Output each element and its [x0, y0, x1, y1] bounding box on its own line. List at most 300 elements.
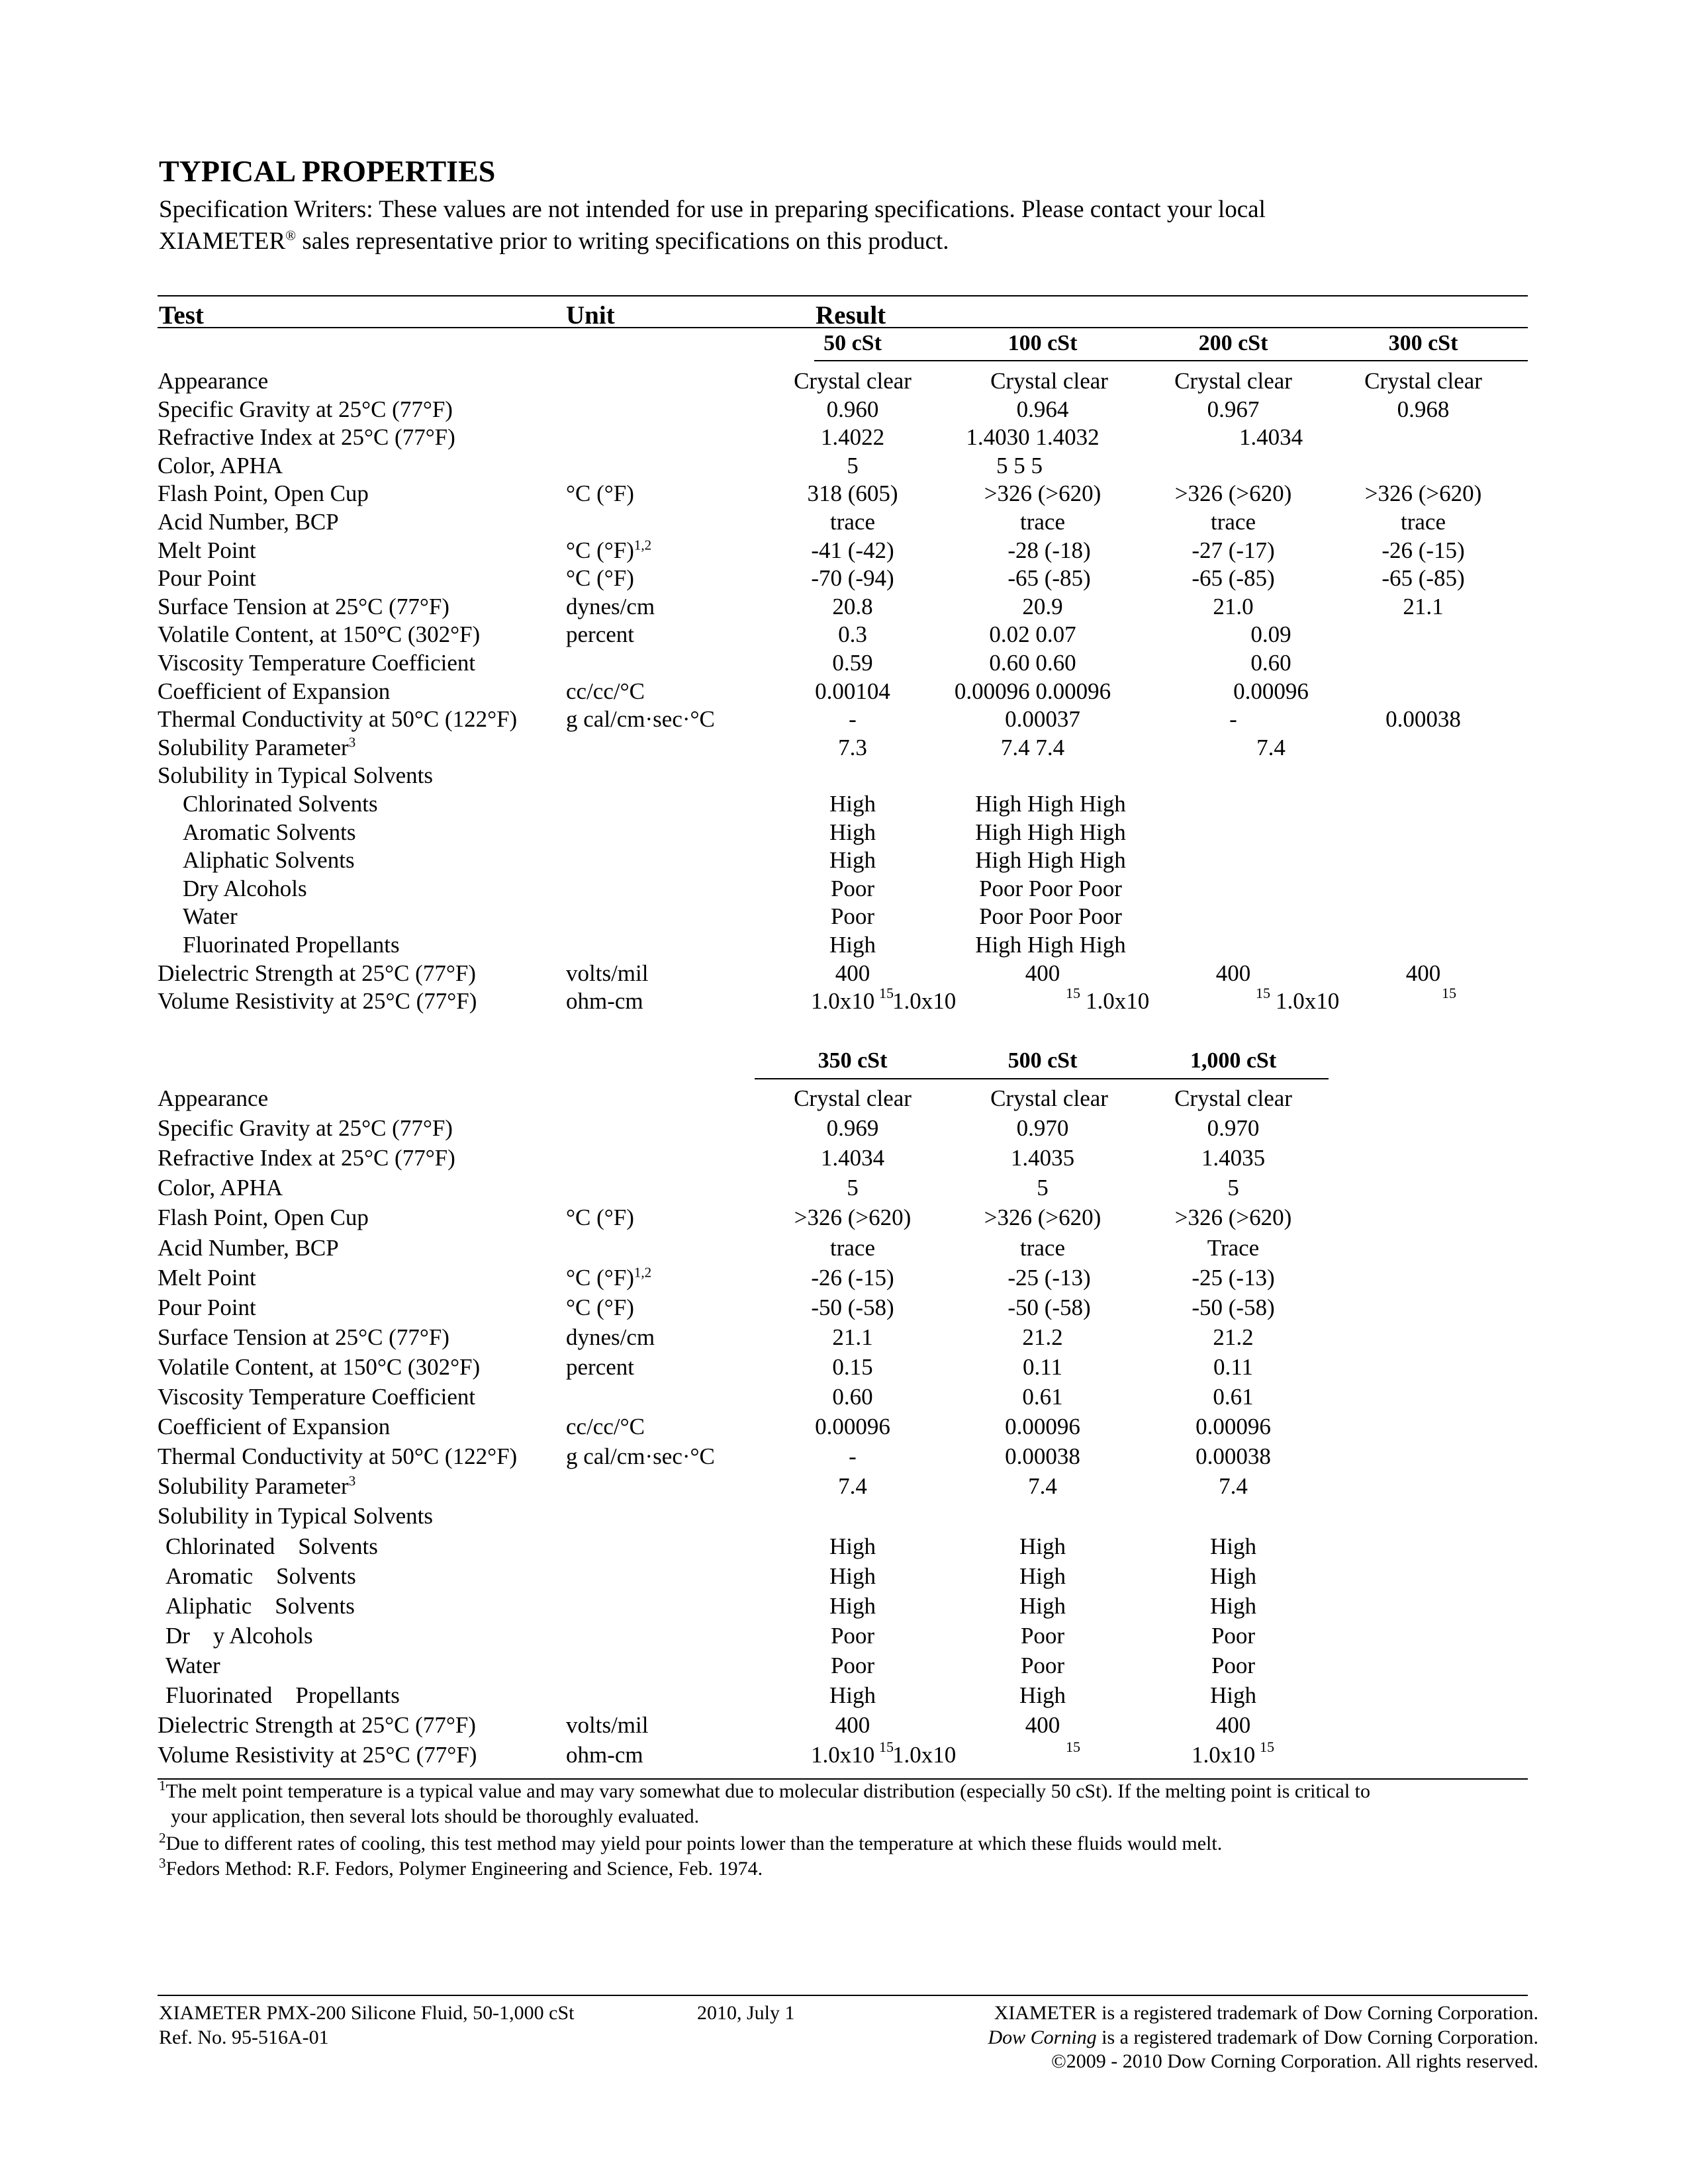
table-row — [0, 1085, 1688, 1112]
row-unit — [566, 537, 651, 564]
row-value: 0.15 — [832, 1353, 873, 1380]
row-unit-text: volts/mil — [566, 960, 649, 986]
row-unit-sup: 1,2 — [633, 536, 652, 553]
row-label-text: Dielectric Strength at 25°C (77°F) — [158, 1712, 476, 1739]
row-value: 1.4022 — [820, 424, 885, 451]
column-header: 200 cSt — [1198, 331, 1268, 355]
row-value: Poor — [1020, 1652, 1065, 1678]
table-row — [0, 735, 1688, 761]
row-value: 400 — [835, 1712, 870, 1739]
row-unit-text: percent — [566, 621, 634, 648]
row-value: High High High — [975, 791, 1126, 817]
resistivity-value: 1.0x10 — [892, 988, 957, 1015]
row-value: High — [829, 791, 876, 817]
footnote-1-marker: 1 — [159, 1778, 166, 1794]
row-value: -70 (-94) — [811, 565, 894, 592]
row-unit: ohm-cm — [566, 988, 643, 1015]
intro-line-1: Specification Writers: These values are not intended for use in preparing specifications. Please contact your local — [159, 196, 1266, 223]
row-value: High High High — [975, 819, 1126, 845]
row-value: 1.4034 — [820, 1145, 885, 1171]
row-label — [165, 1623, 313, 1649]
row-value: Poor — [1211, 1652, 1256, 1678]
row-label — [158, 735, 355, 761]
row-label-text: Refractive Index at 25°C (77°F) — [158, 424, 455, 451]
row-value: High — [1019, 1533, 1066, 1559]
table-row — [0, 650, 1688, 676]
table-row — [0, 847, 1688, 874]
row-value: 0.970 — [1207, 1115, 1260, 1142]
row-value: High — [829, 1682, 876, 1708]
row-value: 7.4 — [1028, 1473, 1057, 1500]
row-value: - — [849, 706, 857, 733]
row-unit-text: g cal/cm·sec·°C — [566, 706, 715, 733]
column-header: 100 cSt — [1008, 331, 1078, 355]
table-row — [0, 1175, 1688, 1201]
row-value: >326 (>620) — [794, 1205, 912, 1231]
exponent-sup: 15 — [1442, 985, 1456, 1002]
row-value: - — [1229, 706, 1237, 733]
row-value: 21.1 — [1403, 593, 1444, 619]
row-label-sup: 3 — [348, 734, 356, 751]
table-row — [0, 537, 1688, 564]
row-label-text: Fluorinated Propellants — [165, 1682, 400, 1708]
row-label-text: Viscosity Temperature Coefficient — [158, 1384, 476, 1410]
row-label — [158, 537, 256, 564]
row-label — [158, 424, 455, 451]
row-unit-text: °C (°F) — [566, 565, 634, 592]
table-row — [0, 1145, 1688, 1171]
column-header: 500 cSt — [1008, 1048, 1078, 1073]
row-label — [158, 621, 480, 648]
table-row — [0, 1324, 1688, 1351]
table-row — [0, 1235, 1688, 1261]
volume-resistivity-row — [0, 985, 1688, 1015]
exponent-sup: 15 — [879, 985, 894, 1002]
row-value: 21.1 — [832, 1324, 873, 1350]
row-value: Crystal clear — [990, 1085, 1108, 1111]
row-unit — [566, 1354, 634, 1381]
row-label — [158, 509, 339, 535]
row-unit-text: cc/cc/°C — [566, 678, 645, 704]
row-value: 0.60 — [832, 1384, 873, 1410]
row-label-text: Surface Tension at 25°C (77°F) — [158, 593, 449, 619]
footnote-2 — [159, 1831, 1222, 1856]
table-row — [0, 368, 1688, 394]
row-label-text: Color, APHA — [158, 1175, 283, 1201]
row-value: 0.00038 — [1385, 706, 1461, 733]
row-value: 400 — [835, 960, 870, 986]
row-value: trace — [1020, 509, 1065, 535]
row-value: -27 (-17) — [1192, 537, 1275, 563]
exponent-sup: 15 — [879, 1739, 894, 1756]
row-value: 7.4 — [1219, 1473, 1248, 1500]
row-value: High — [1210, 1682, 1256, 1708]
row-label-text: Appearance — [158, 1085, 269, 1111]
table-row — [0, 1414, 1688, 1440]
row-value: 0.00104 — [815, 678, 890, 704]
row-unit-text: dynes/cm — [566, 1324, 655, 1350]
row-value: 0.960 — [826, 396, 879, 422]
table-row — [0, 791, 1688, 817]
row-value: Crystal clear — [1364, 368, 1482, 394]
row-unit — [566, 1324, 655, 1351]
row-value: Crystal clear — [1174, 1085, 1292, 1111]
row-label — [158, 1265, 256, 1291]
row-value: 0.00096 — [1233, 678, 1309, 704]
table-row — [0, 932, 1688, 958]
row-value: 0.00096 — [1196, 1414, 1271, 1440]
row-value: 0.3 — [838, 621, 867, 648]
row-value: High — [829, 819, 876, 845]
row-value: High High High — [975, 932, 1126, 958]
row-label — [158, 453, 283, 479]
row-value: High — [1019, 1563, 1066, 1589]
page-footer-rule — [158, 1995, 1528, 1996]
row-label — [158, 1235, 339, 1261]
row-value: 0.61 — [1213, 1384, 1254, 1410]
table-top-rule — [158, 295, 1528, 296]
row-label-text: Solubility in Typical Solvents — [158, 1503, 433, 1529]
row-label-text: Dry Alcohols — [183, 875, 307, 901]
table-row — [0, 762, 1688, 789]
resistivity-value: 1.0x10 — [811, 988, 875, 1015]
row-value: High — [1019, 1682, 1066, 1708]
row-value: >326 (>620) — [1174, 1205, 1292, 1231]
table-row — [0, 509, 1688, 535]
row-label — [158, 368, 268, 394]
row-label-text: Water — [165, 1652, 220, 1678]
row-unit-text: °C (°F) — [566, 480, 634, 507]
row-value: trace — [830, 509, 875, 535]
row-value: Poor — [1211, 1622, 1256, 1649]
header-unit: Unit — [566, 301, 615, 330]
row-value: Poor — [830, 875, 875, 901]
row-value: trace — [1020, 1234, 1065, 1261]
row-unit — [566, 1414, 645, 1440]
row-value: 0.00096 — [815, 1414, 890, 1440]
footnote-2-marker: 2 — [159, 1830, 166, 1846]
row-value: 0.970 — [1016, 1115, 1069, 1142]
row-value: Crystal clear — [794, 368, 912, 394]
row-label-text: Flash Point, Open Cup — [158, 1205, 369, 1231]
row-label-text: Acid Number, BCP — [158, 1234, 339, 1261]
row-label-text: Appearance — [158, 368, 269, 394]
exponent-sup: 15 — [1260, 1739, 1274, 1756]
row-value: Poor — [830, 1622, 875, 1649]
row-value: 1.4035 — [1010, 1145, 1075, 1171]
row-label — [158, 1324, 449, 1351]
row-value: 20.9 — [1022, 593, 1063, 619]
row-value: 0.59 — [832, 650, 873, 676]
row-label — [165, 1563, 356, 1590]
row-label — [183, 876, 307, 902]
row-value: >326 (>620) — [984, 1205, 1102, 1231]
row-value: 21.2 — [1213, 1324, 1254, 1350]
table-row — [0, 1295, 1688, 1321]
row-value: High — [1210, 1563, 1256, 1589]
row-label-text: Specific Gravity at 25°C (77°F) — [158, 396, 453, 422]
row-value: High — [829, 1563, 876, 1589]
row-label — [158, 1205, 369, 1231]
row-label — [158, 1295, 256, 1321]
intro-line-2 — [159, 229, 949, 253]
row-value: 400 — [1215, 960, 1251, 986]
row-label — [183, 847, 355, 874]
row-label-text: Volatile Content, at 150°C (302°F) — [158, 621, 481, 648]
row-label — [165, 1533, 378, 1560]
table-row — [0, 903, 1688, 930]
row-value: 1.4030 1.4032 — [966, 424, 1100, 451]
row-value: trace — [830, 1234, 875, 1261]
footer-date: 2010, July 1 — [697, 2002, 795, 2024]
row-unit-text: cc/cc/°C — [566, 1414, 645, 1440]
table-row — [0, 1682, 1688, 1709]
row-value: 400 — [1405, 960, 1441, 986]
footnote-3 — [159, 1856, 763, 1882]
row-value: 0.09 — [1250, 621, 1291, 648]
row-value: 5 — [1227, 1175, 1239, 1201]
row-value: >326 (>620) — [1174, 480, 1292, 507]
table2-header-rule — [755, 1078, 1329, 1079]
footer-trademark-1: XIAMETER is a registered trademark of Dow Corning Corporation. — [994, 2002, 1538, 2024]
table-row — [0, 819, 1688, 846]
row-unit: ohm-cm — [566, 1742, 643, 1768]
row-value: 0.00096 — [1005, 1414, 1080, 1440]
row-label-text: Refractive Index at 25°C (77°F) — [158, 1145, 455, 1171]
row-unit-sup: 1,2 — [633, 1263, 652, 1280]
exponent-sup: 15 — [1066, 1739, 1080, 1756]
row-value: Poor Poor Poor — [979, 875, 1122, 901]
table-row — [0, 621, 1688, 648]
row-label — [158, 480, 369, 507]
row-label-text: Water — [183, 903, 238, 930]
row-label — [158, 1354, 480, 1381]
row-label: Volume Resistivity at 25°C (77°F) — [158, 1742, 477, 1768]
row-unit-text: volts/mil — [566, 1712, 649, 1739]
row-unit-text: percent — [566, 1353, 634, 1380]
exponent-sup: 15 — [1256, 985, 1270, 1002]
row-value: -65 (-85) — [1008, 565, 1091, 592]
table-row — [0, 480, 1688, 507]
resistivity-value: 1.0x10 — [811, 1742, 875, 1768]
row-label-text: Flash Point, Open Cup — [158, 480, 369, 507]
row-value: 5 5 5 — [996, 452, 1043, 478]
table-row — [0, 960, 1688, 987]
row-value: 0.00038 — [1005, 1443, 1080, 1470]
footnote-3-marker: 3 — [159, 1855, 166, 1871]
row-value: Crystal clear — [990, 368, 1108, 394]
row-value: -28 (-18) — [1008, 537, 1091, 563]
row-value: 0.964 — [1016, 396, 1069, 422]
row-value: Poor — [830, 1652, 875, 1678]
table-row — [0, 594, 1688, 620]
row-label — [158, 1085, 268, 1112]
row-label-text: Specific Gravity at 25°C (77°F) — [158, 1115, 453, 1142]
column-header: 300 cSt — [1388, 331, 1458, 355]
table-row — [0, 1503, 1688, 1529]
registered-mark: ® — [285, 227, 297, 244]
row-value: Poor — [830, 903, 875, 930]
table-row — [0, 1205, 1688, 1231]
table-row — [0, 1384, 1688, 1410]
row-label — [183, 903, 238, 930]
row-label-sup: 3 — [348, 1473, 356, 1489]
row-value: 7.4 7.4 — [1000, 734, 1065, 760]
row-label-text: Color, APHA — [158, 452, 283, 478]
footnote-3-text: Fedors Method: R.F. Fedors, Polymer Engineering and Science, Feb. 1974. — [165, 1858, 763, 1880]
row-value: -26 (-15) — [1382, 537, 1465, 563]
row-value: 400 — [1215, 1712, 1251, 1739]
row-label — [158, 1503, 433, 1529]
row-label-text: Fluorinated Propellants — [183, 932, 400, 958]
row-value: High — [1210, 1592, 1256, 1619]
row-value: 5 — [1037, 1175, 1049, 1201]
row-value: 0.969 — [826, 1115, 879, 1142]
column-header: 350 cSt — [818, 1048, 888, 1073]
row-label — [165, 1593, 355, 1619]
footer-product-name: XIAMETER PMX-200 Silicone Fluid, 50-1,000 cSt — [159, 2002, 575, 2024]
row-value: 21.0 — [1213, 593, 1254, 619]
row-value: -26 (-15) — [811, 1264, 894, 1291]
row-value: 21.2 — [1022, 1324, 1063, 1350]
row-value: Crystal clear — [1174, 368, 1292, 394]
row-label-text: Thermal Conductivity at 50°C (122°F) — [158, 1443, 518, 1470]
row-value: -65 (-85) — [1382, 565, 1465, 592]
resistivity-value: 1.0x10 — [1086, 988, 1150, 1015]
exponent-sup: 15 — [1066, 985, 1080, 1002]
row-unit — [566, 1295, 634, 1321]
row-label-text: Aromatic Solvents — [165, 1563, 356, 1589]
row-value: 7.3 — [838, 734, 867, 760]
row-label — [183, 819, 356, 846]
table-row — [0, 396, 1688, 423]
section-heading: TYPICAL PROPERTIES — [159, 154, 496, 188]
row-value: >326 (>620) — [1364, 480, 1482, 507]
row-label — [165, 1653, 220, 1679]
table-row — [0, 1712, 1688, 1739]
row-value: 0.00038 — [1196, 1443, 1271, 1470]
row-label — [158, 1473, 355, 1500]
column-header: 1,000 cSt — [1190, 1048, 1277, 1073]
row-value: -25 (-13) — [1192, 1264, 1275, 1291]
row-value: Trace — [1207, 1234, 1260, 1261]
row-label-text: Volatile Content, at 150°C (302°F) — [158, 1353, 481, 1380]
row-label — [158, 1414, 390, 1440]
row-value: -50 (-58) — [1192, 1294, 1275, 1320]
row-unit — [566, 565, 634, 592]
row-label-text: Solubility Parameter — [158, 1473, 349, 1500]
footer-copyright: ©2009 - 2010 Dow Corning Corporation. All rights reserved. — [1051, 2050, 1538, 2072]
row-label — [158, 1712, 476, 1739]
resistivity-value: 1.0x10 — [1276, 988, 1340, 1015]
intro-line-2-rest: sales representative prior to writing specifications on this product. — [296, 228, 949, 255]
row-value: 5 — [847, 1175, 859, 1201]
row-label — [158, 678, 390, 705]
row-label — [158, 1145, 455, 1171]
footer-trademark-2 — [988, 2028, 1538, 2048]
row-label — [158, 594, 449, 620]
row-label-text: Viscosity Temperature Coefficient — [158, 650, 476, 676]
table-row — [0, 1653, 1688, 1679]
table-row — [0, 1533, 1688, 1560]
row-label-text: Pour Point — [158, 565, 256, 592]
row-label: Volume Resistivity at 25°C (77°F) — [158, 988, 477, 1015]
row-unit — [566, 1443, 715, 1470]
row-value: 0.00096 0.00096 — [954, 678, 1111, 704]
row-value: 0.00037 — [1005, 706, 1080, 733]
header-result: Result — [816, 301, 886, 330]
footnote-1 — [159, 1779, 1370, 1804]
row-unit — [566, 706, 715, 733]
row-label-text: Coefficient of Expansion — [158, 678, 391, 704]
row-label-text: Acid Number, BCP — [158, 509, 339, 535]
row-label-text: Dr y Alcohols — [165, 1622, 313, 1649]
resistivity-value: 1.0x10 — [1192, 1742, 1256, 1768]
row-label — [158, 1384, 475, 1410]
row-unit — [566, 960, 648, 987]
row-label — [158, 565, 256, 592]
row-label — [158, 1443, 517, 1470]
row-value: 7.4 — [838, 1473, 867, 1500]
row-label-text: Pour Point — [158, 1294, 256, 1320]
row-unit — [566, 1205, 634, 1231]
row-label — [183, 932, 400, 958]
row-value: trace — [1401, 509, 1446, 535]
table-row — [0, 565, 1688, 592]
row-label — [158, 1115, 453, 1142]
row-value: 5 — [847, 452, 859, 478]
row-value: High — [829, 1592, 876, 1619]
resistivity-value: 1.0x10 — [892, 1742, 957, 1768]
result-header-rule — [814, 360, 1528, 361]
row-unit — [566, 621, 634, 648]
row-value: 318 (605) — [807, 480, 898, 507]
row-value: - — [849, 1443, 857, 1470]
row-label-text: Surface Tension at 25°C (77°F) — [158, 1324, 449, 1350]
table-row — [0, 1443, 1688, 1470]
row-value: 1.4034 — [1239, 424, 1303, 451]
table-row — [0, 424, 1688, 451]
header-under-rule — [158, 327, 1528, 328]
table-row — [0, 706, 1688, 733]
row-value: Poor Poor Poor — [979, 903, 1122, 930]
row-label-text: Aromatic Solvents — [183, 819, 356, 845]
row-unit — [566, 1712, 648, 1739]
row-value: 0.967 — [1207, 396, 1260, 422]
row-value: 1.4035 — [1201, 1145, 1266, 1171]
row-label — [158, 1175, 283, 1201]
brand-name: XIAMETER — [159, 228, 286, 255]
row-value: Poor — [1020, 1622, 1065, 1649]
row-value: 0.60 0.60 — [989, 650, 1076, 676]
row-label — [158, 960, 476, 987]
footnote-2-text: Due to different rates of cooling, this test method may yield pour points lower than the temperature at which these fluids would melt. — [165, 1833, 1223, 1854]
table-row — [0, 678, 1688, 705]
row-value: 0.61 — [1022, 1384, 1063, 1410]
table-row — [0, 453, 1688, 479]
row-value: 20.8 — [832, 593, 873, 619]
volume-resistivity-row — [0, 1739, 1688, 1768]
row-label — [158, 762, 433, 789]
table-row — [0, 1473, 1688, 1500]
row-label — [158, 706, 517, 733]
row-unit-text: °C (°F) — [566, 1205, 634, 1231]
row-value: 0.11 — [1213, 1353, 1253, 1380]
row-value: 400 — [1025, 960, 1060, 986]
row-value: trace — [1211, 509, 1256, 535]
row-value: High High High — [975, 847, 1126, 874]
table-row — [0, 1115, 1688, 1142]
